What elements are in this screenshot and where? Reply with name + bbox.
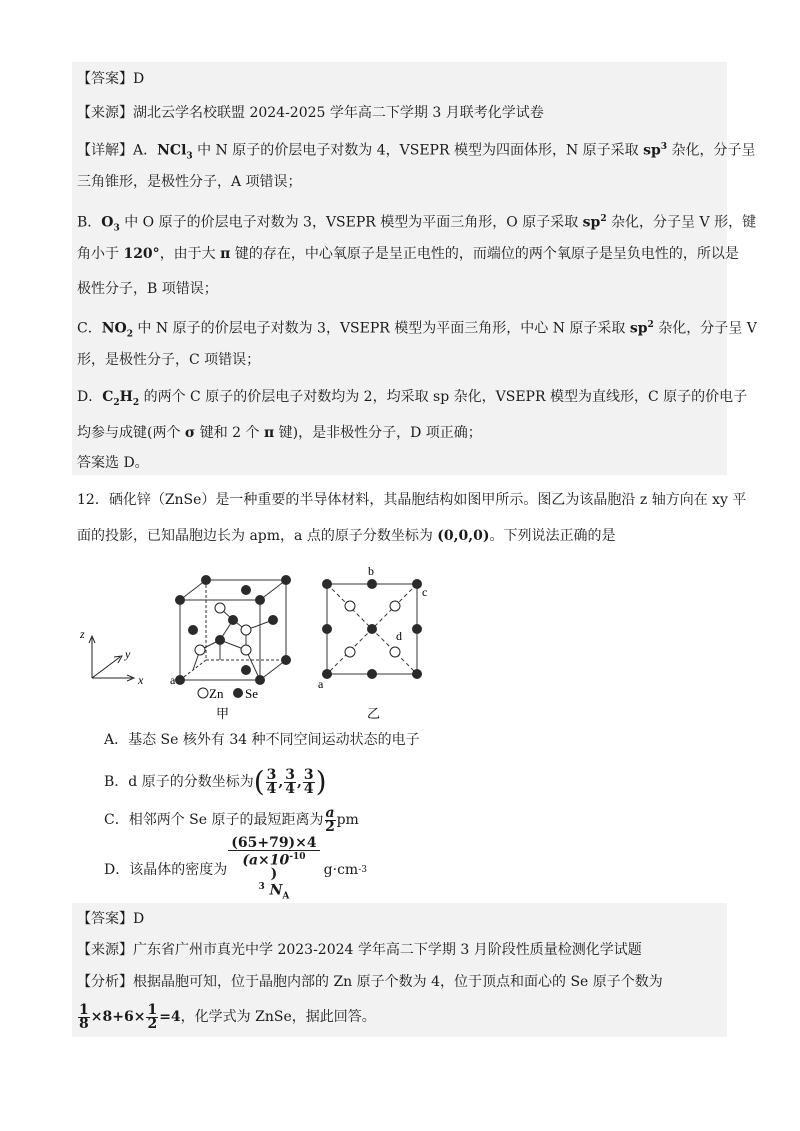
option-c: C．相邻两个 Se 原子的最短距离为 $\frac{a}{2}$ pm <box>104 804 359 835</box>
point-a-label: a <box>170 673 176 687</box>
detail-d-line2: 均参与成键(两个 σ 键和 2 个 π 键)，是非极性分子，D 项正确； <box>77 425 482 441</box>
detail-c-line1: C．$NO_2$ 中 N 原子的价层电子对数为 3，VSEPR 模型为平面三角形，中心 N 原子采取 $sp^2$ 杂化，分子呈 V <box>77 320 757 340</box>
detail-a-line1: 【详解】A．NCl$_3$ 中 N 原子的价层电子对数为 4，VSEPR 模型为四面体形，N 原子采取 $sp^3$ 杂化，分子呈 <box>77 142 756 162</box>
legend-zn-marker <box>198 688 208 698</box>
option-d: D．该晶体的密度为 (65+79)×4 ($a\times 10^{-10}$ ) $^3$ $N_A$ g·cm -3 <box>104 834 367 902</box>
detail-b-line2: 角小于 120°，由于大 π 键的存在，中心氧原子是呈正电性的，而端位的两个氧原子是呈负电性的，所以是 <box>77 246 739 262</box>
axis-z-label: z <box>80 627 85 641</box>
detail-b-line1: B．$O_3$ 中 O 原子的价层电子对数为 3，VSEPR 模型为平面三角形，O 原子采取 $sp^2$ 杂化，分子呈 V 形，键 <box>77 214 757 234</box>
conclusion-line: 答案选 D。 <box>77 455 149 471</box>
answer-block-11 <box>72 62 727 475</box>
detail-a-line2: 三角锥形，是极性分子，A 项错误； <box>77 174 302 190</box>
detail-b-line3: 极性分子，B 项错误； <box>77 281 218 297</box>
legend-se-label: Se <box>245 686 258 701</box>
question-12-line1: 12．硒化锌（ZnSe）是一种重要的半导体材料，其晶胞结构如图甲所示。图乙为该晶胞沿 z 轴方向在 xy 平 <box>77 492 747 508</box>
proj-label-c: c <box>422 585 428 599</box>
proj-label-a: a <box>318 677 324 691</box>
answer-line-2: 【答案】D <box>77 911 145 927</box>
analysis-line2: $\frac{1}{8}$ ×8+6× $\frac{1}{2}$ =4 ，化学式为 ZnSe，据此回答。 <box>79 1001 376 1032</box>
zn-atoms <box>195 603 251 655</box>
question-12-line2: 面的投影，已知晶胞边长为 apm，a 点的原子分数坐标为 (0,0,0)。下列说法正确的是 <box>77 528 616 544</box>
axis-x-label: x <box>138 673 144 687</box>
answer-line: 【答案】D <box>77 71 145 87</box>
caption-yi: 乙 <box>367 706 381 720</box>
source-line-2: 【来源】广东省广州市真光中学 2023-2024 学年高二下学期 3 月阶段性质量检测化学试题 <box>77 942 642 958</box>
legend-zn-label: Zn <box>209 686 224 701</box>
crystal-figure <box>70 560 450 720</box>
legend-se-marker <box>233 688 243 698</box>
option-b: B．d 原子的分数坐标为 ( $\frac{3}{4}$ , $\frac{3}{4}$ , $\frac{3}{4}$ ) <box>104 765 327 798</box>
source-line: 【来源】湖北云学名校联盟 2024-2025 学年高二下学期 3 月联考化学试卷 <box>77 105 544 121</box>
axis-y-label: y <box>125 647 131 661</box>
proj-label-d: d <box>396 629 402 643</box>
se-atoms <box>175 575 291 685</box>
caption-jia: 甲 <box>216 706 230 720</box>
analysis-line1: 【分析】根据晶胞可知，位于晶胞内部的 Zn 原子个数为 4，位于顶点和面心的 Se 原子个数为 <box>77 974 663 990</box>
detail-d-line1: D．$C_2H_2$ 的两个 C 原子的价层电子对数均为 2，均采取 sp 杂化，VSEPR 模型为直线形，C 原子的价电子 <box>77 389 748 408</box>
proj-label-b: b <box>368 564 374 578</box>
detail-c-line2: 形，是极性分子，C 项错误； <box>77 352 261 368</box>
option-a: A．基态 Se 核外有 34 种不同空间运动状态的电子 <box>104 732 420 748</box>
